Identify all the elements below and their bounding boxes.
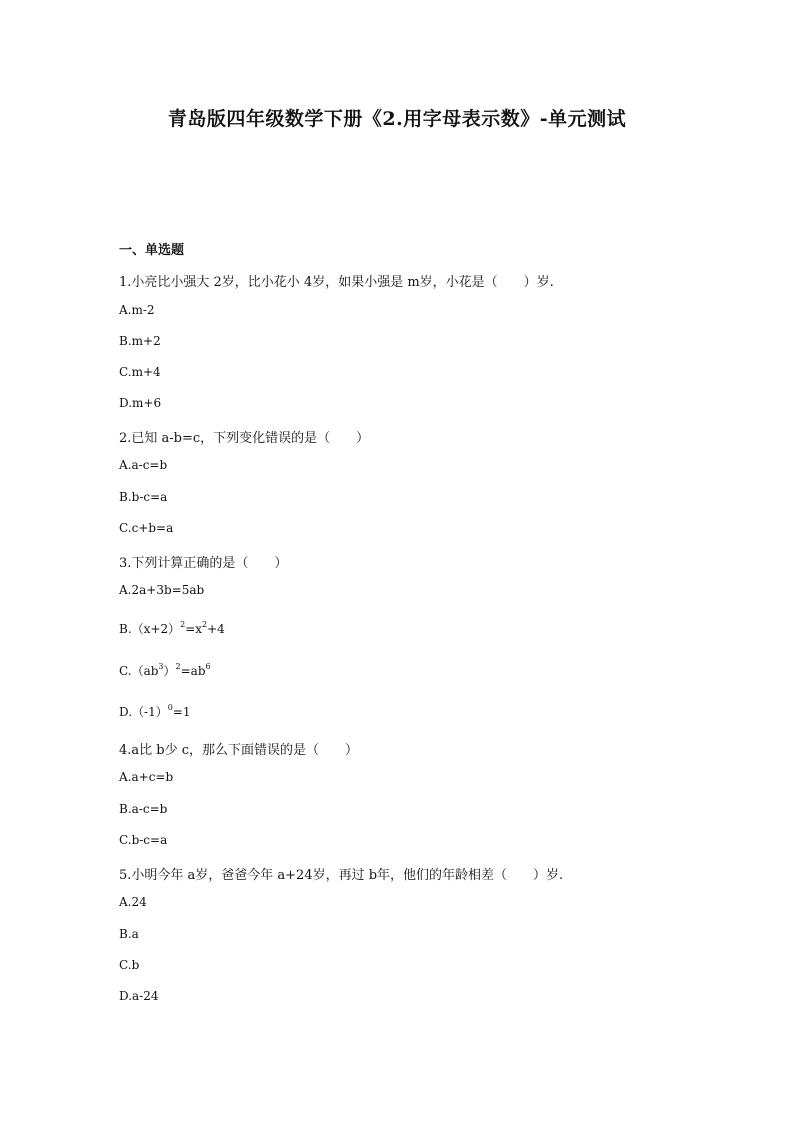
question-3-option-c-text-mid: ） <box>163 664 176 678</box>
question-2-option-c: C.c+b=a <box>119 521 174 535</box>
question-5-stem: 5.小明今年 a岁，爸爸今年 a+24岁，再过 b年，他们的年龄相差（ ）岁. <box>119 868 564 883</box>
question-2-option-a: A.a-c=b <box>119 458 168 472</box>
question-3-option-b-text: B.（x+2） <box>119 622 181 636</box>
question-5-option-d: D.a-24 <box>119 989 159 1003</box>
question-3-option-b-exponent-1: 2 <box>180 620 186 629</box>
question-3-stem: 3.下列计算正确的是（ ） <box>119 556 288 571</box>
question-1-option-d: D.m+6 <box>119 396 162 410</box>
question-3-option-b-text-end: +4 <box>207 622 225 636</box>
document-title: 青岛版四年级数学下册《2.用字母表示数》-单元测试 <box>167 108 627 130</box>
question-3-option-c-exponent-3: 6 <box>205 662 211 671</box>
question-4-stem: 4.a比 b少 c，那么下面错误的是（ ） <box>119 743 359 758</box>
question-3-option-c-text-mid2: =ab <box>180 664 206 678</box>
question-2-stem: 2.已知 a-b=c，下列变化错误的是（ ） <box>119 431 370 446</box>
section-heading-single-choice: 一、单选题 <box>119 243 185 258</box>
question-1-option-a: A.m-2 <box>119 303 155 317</box>
question-4-option-a: A.a+c=b <box>119 770 174 784</box>
question-4-option-b: B.a-c=b <box>119 802 168 816</box>
question-5-option-c: C.b <box>119 958 140 972</box>
question-3-option-a: A.2a+3b=5ab <box>119 583 205 597</box>
question-3-option-d-text-end: =1 <box>172 705 191 719</box>
question-3-option-c-exponent-2: 2 <box>175 662 181 671</box>
question-3-option-c-exponent-1: 3 <box>158 662 164 671</box>
question-3-option-d-exponent-1: 0 <box>167 703 173 712</box>
question-1-option-c: C.m+4 <box>119 365 161 379</box>
question-3-option-b <box>119 620 225 637</box>
question-3-option-b-exponent-2: 2 <box>202 620 208 629</box>
question-3-option-d-text: D.（-1） <box>119 705 168 719</box>
question-3-option-c <box>119 662 211 679</box>
question-3-option-c-text: C.（ab <box>119 664 159 678</box>
question-5-option-a: A.24 <box>119 895 147 909</box>
question-5-option-b: B.a <box>119 927 139 941</box>
question-3-option-d <box>119 703 191 720</box>
question-1-stem: 1.小亮比小强大 2岁，比小花小 4岁，如果小强是 m岁，小花是（ ）岁. <box>119 275 554 290</box>
question-2-option-b: B.b-c=a <box>119 490 168 504</box>
question-4-option-c: C.b-c=a <box>119 833 168 847</box>
question-3-option-b-text-mid: =x <box>185 622 203 636</box>
question-1-option-b: B.m+2 <box>119 334 161 348</box>
